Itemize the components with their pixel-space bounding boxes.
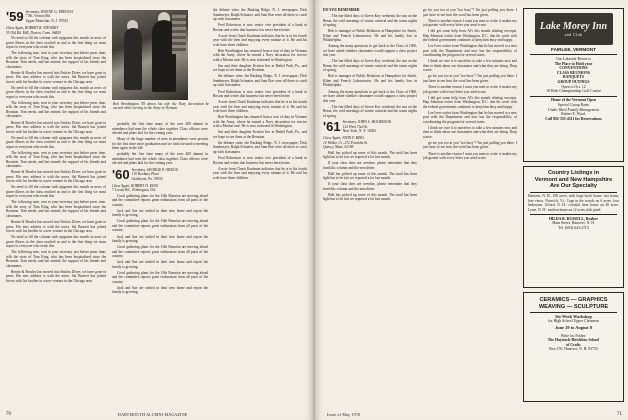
class-heading-60 bbox=[112, 168, 208, 182]
paragraph: Among the many questions to get back to the Class of 1960, we have asked whether classmates would support a class project this year. bbox=[323, 44, 417, 58]
paragraph: Fred Robertson is now senior vice president of a bank in Boston and writes that business has never been better. bbox=[213, 89, 307, 99]
right-page bbox=[315, 0, 628, 420]
class-photo bbox=[112, 10, 188, 100]
class-officers bbox=[132, 168, 178, 181]
paragraph: Lee Ivers writes from Washington that he has moved to a new post with the Department and now has the responsibility of coordinating the program for several states. bbox=[423, 110, 517, 124]
ad-line-1: Six-Week Workshop bbox=[555, 313, 592, 319]
agent-address: 35 Old Rd. Mill, Darien, Conn. 06820 bbox=[6, 30, 61, 35]
left-page bbox=[0, 0, 313, 420]
flag bbox=[172, 14, 186, 54]
agent-address: 10 Walker Ct., 272 Franklin St. bbox=[323, 140, 368, 145]
lake-morey-logo bbox=[535, 13, 613, 45]
paragraph: probably the first time many of the over 400 alumni in attendance had seen the whole class together. Class officers were elected and plans laid for the coming year. bbox=[112, 152, 208, 166]
ad-phone: Call 802-333-4311 for Reservations bbox=[545, 116, 602, 121]
paragraph: The following note, sent to your secretary just before press time, tells the story of Tom King, who has been hospitalized since the Reunion. Tom needs, and has earned, the support of his friends and classmates. bbox=[6, 51, 106, 69]
paragraph: go for you too at you "too busy"? I'm just pulling you there. I just have to see how the word has been given. bbox=[423, 8, 517, 17]
ad-title-3: Are Our Specialty bbox=[550, 183, 597, 190]
paragraph: Fred Robertson is now senior vice president of a bank in Boston and writes that business has never been better. bbox=[213, 156, 307, 165]
left-column-2 bbox=[112, 122, 208, 400]
ad-agency: HILDA B. RUSSELL, Realtor bbox=[548, 216, 599, 221]
paragraph: Coral gathering plans for the 10th Reunion are moving ahead and the committee reports great enthusiasm from all parts of the country. bbox=[112, 270, 208, 284]
paragraph: Hull has picked up some of this month. The mail has been light but to be fair we reported a lot last month. bbox=[323, 171, 417, 181]
ad-country-listings bbox=[523, 166, 624, 288]
paragraph: No need to fill the column with epigrams this month as news of grave illness in the class reached us and is the first thing we must report to everyone who reads this. bbox=[6, 235, 106, 249]
paragraph: Lee Ivers writes from Washington that he has moved to a new post with the Department and now has the responsibility of coordinating the program for several states. bbox=[423, 44, 517, 58]
secretary-address-2: New York, N. Y. 10023 bbox=[342, 128, 377, 133]
paragraph: A note from Chuck Kaufman indicates that he is in his fourth year with the firm and enjoying every minute of it. He and his wife have three children. bbox=[213, 33, 307, 47]
paragraph: No need to fill the column with epigrams this month as news of grave illness in the class reached us and is the first thing we must report to everyone who reads this. bbox=[6, 135, 106, 149]
ad-manager: Robert E. Ward, bbox=[561, 112, 586, 117]
paragraph: No need to fill the column with epigrams this month as news of grave illness in the class reached us and is the first thing we must report to everyone who reads this. bbox=[6, 185, 106, 199]
paragraph: Jack and Sue are settled in their new home and report the family is growing. bbox=[112, 234, 208, 243]
paragraph: probably the first time many of the over 400 alumni in attendance had seen the whole class together. Class officers were elected and plans laid for the coming year. bbox=[112, 122, 208, 135]
paragraph: I think we owe it to ourselves to take a few minutes now and then to think about our classmates and what they are doing. Drop a note. bbox=[423, 125, 517, 139]
paragraph: Bob Worthington has returned from a tour of duty in Vietnam with the Army, where he earned a Navy decoration for service with a Marine unit. He is now stationed in Washington. bbox=[213, 48, 307, 62]
secretary: Secretary, JOHN S. HOLBROOK bbox=[342, 120, 392, 125]
divider bbox=[530, 54, 617, 55]
magazine-footer: DARTMOUTH ALUMNI MAGAZINE bbox=[118, 412, 188, 417]
paragraph: Fred Robertson is now senior vice president of a bank in Boston and writes that business has never been better. bbox=[213, 23, 307, 32]
ad-item: GROUP OUTINGS bbox=[557, 79, 590, 84]
class-agent bbox=[112, 184, 208, 193]
right-column-1 bbox=[323, 8, 417, 400]
paragraph: A note from Chuck Kaufman indicates that he is in his fourth year with the firm and enjoying every minute of it. He and his wife have three children. bbox=[213, 166, 307, 180]
paragraph: Bob is manager of Public Relations at Hampshire for Smith, Kline and French Laboratories. He and his family live in Philadelphia. bbox=[323, 74, 417, 88]
ad-school-2: of Crafts bbox=[566, 342, 581, 347]
class-officers bbox=[343, 120, 392, 133]
paragraph: Hull has picked up some of this month. The mail has been light but to be fair we reported a lot last month. bbox=[323, 150, 417, 160]
ad-body: Hanover, N. H.: 100 acres, with large brick house, two barns, fine views. Norwich, Vt.: Cape in the woods on 6 acres, four bedrooms. Orford, N. H.: colonial farm house on 40 acres. Lyme, N. H.: modern home on 12 acres with pond. bbox=[528, 194, 619, 212]
secretary-address-2: Gladwyne, Pa. 19035 bbox=[131, 176, 163, 181]
paragraph: Many of the huge number of men in attendance were present for the first time since graduation and we look forward to meeting them again in the fall. bbox=[112, 137, 208, 151]
paragraph: Coral gathering plans for the 10th Reunion are moving ahead and the committee reports great enthusiasm from all parts of the country. bbox=[112, 219, 208, 233]
paragraph: There is another reason I want you men to write: it makes my job greater with every letter you send to me. bbox=[423, 151, 517, 161]
paragraph: There is another reason I want you men to write: it makes my job greater with every letter you send to me. bbox=[423, 18, 517, 28]
paragraph: The following note, sent to your secretary just before press time, tells the story of Tom King, who has been hospitalized since the Reunion. Tom needs, and has earned, the support of his friends and classmates. bbox=[6, 250, 106, 268]
ad-title-1: Country Listings in bbox=[548, 170, 599, 176]
ad-item: BANQUETS bbox=[563, 75, 584, 80]
paragraph: I did get some help from Al's this month relating excerpts. Hap Johnston writes from Washington, D.C. that his work with the federal government continues to keep him busy and happy. bbox=[423, 29, 517, 43]
secretary: Secretary, WAYNE G. FRENCH bbox=[25, 10, 73, 14]
ad-address: Box 376, Hanover, N. H. 03755 bbox=[549, 347, 598, 352]
left-column-3 bbox=[213, 8, 307, 400]
page-number: 71 bbox=[617, 412, 622, 417]
right-column-2 bbox=[423, 8, 517, 400]
secretary-address-1: 110 Roxbury Place bbox=[131, 172, 159, 177]
photo-caption: Bob Worthington '59 shows his wife the Navy decoration he earned while serving in the Army in Vietnam. bbox=[113, 102, 209, 111]
class-heading-59 bbox=[6, 10, 106, 24]
paragraph: the debater sitter, the Basking Ridge, N. J. newspaper; Dick Sandmeyer, Ralph Schnaier, and Sam Boe were all there to catch up with classmates. bbox=[213, 8, 307, 21]
paragraph: Jack and Sue are settled in their new home and report the family is growing. bbox=[112, 285, 208, 295]
paragraph: I think we owe it to ourselves to take a few minutes now and then to think about our classmates and what they are doing. Drop a note. bbox=[423, 59, 517, 73]
divider bbox=[530, 312, 617, 313]
ad-home: Home of the Vermont Open bbox=[551, 98, 596, 103]
ad-item: CONVENTIONS bbox=[559, 66, 588, 71]
paragraph: the debater sitter, the Basking Ridge, N. J. newspaper; Dick Sandmeyer, Ralph Schnaier, and Sam Boe were all there to catch up with classmates. bbox=[213, 74, 307, 88]
paragraph: ... The fun-filled days of Green Key weekend, the sun on the Bema, the cold mornings of winter carnival and the warm nights of spring. bbox=[323, 59, 417, 73]
paragraph: Bernie & Bowles has moved into Fairfax Drive; we have gone to press. His new address is with the notes. Sal Barnett has joined forces with his brother in a new venture in the Chicago area. bbox=[6, 70, 106, 84]
paragraph: ... The fun-filled days of Green Key weekend, the sun on the Bema, the cold mornings of winter carnival and the warm nights of spring. bbox=[323, 14, 417, 28]
ad-write: Write for Folder: bbox=[560, 333, 587, 338]
paragraph: Bernie & Bowles has moved into Fairfax Drive; we have gone to press. His new address is with the notes. Sal Barnett has joined forces with his brother in a new venture in the Chicago area. bbox=[6, 220, 106, 234]
ad-title-1: CERAMICS — GRAPHICS bbox=[539, 297, 608, 303]
ad-management: Under Ward Family Management bbox=[547, 107, 600, 112]
agent-name: Class Agent, ROBERT R. STEWART bbox=[6, 26, 59, 31]
paragraph: No need to fill the column with epigrams this month as news of grave illness in the class reached us and is the first thing we must report to everyone who reads this. bbox=[6, 36, 106, 50]
paragraph: Jack and Sue are settled in their new home and report the family is growing. bbox=[112, 208, 208, 218]
paragraph: The following note, sent to your secretary just before press time, tells the story of Tom King, who has been hospitalized since the Reunion. Tom needs, and has earned, the support of his friends and classmates. bbox=[6, 200, 106, 218]
ad-dates: June 29 to August 8 bbox=[555, 324, 592, 330]
class-officers bbox=[26, 10, 73, 23]
paragraph: A note from Chuck Kaufman indicates that he is in his fourth year with the firm and enjoying every minute of it. He and his wife have three children. bbox=[213, 100, 307, 114]
secretary-address-2: Upper Montclair, N. J. 07043 bbox=[25, 18, 68, 23]
agent-name: Class Agent, JOHN F. BING bbox=[323, 136, 364, 141]
paragraph: go for you too at you "too busy"? I'm just pulling you there. I just have to see how the word has been given. bbox=[423, 74, 517, 83]
paragraph: Bernie & Bowles has moved into Fairfax Drive; we have gone to press. His new address is with the notes. Sal Barnett has joined forces with his brother in a new venture in the Chicago area. bbox=[6, 170, 106, 184]
secretary: Secretary, GEORGE P. ORDOS bbox=[131, 167, 178, 172]
divider bbox=[530, 214, 617, 215]
agent-name: Class Agent, ROBERT H. KING bbox=[112, 183, 159, 188]
divider bbox=[530, 96, 617, 97]
paragraph: I did get some help from Al's this month relating excerpts. Hap Johnston writes from Washington, D.C. that his work with the federal government continues to keep him busy and happy. bbox=[423, 95, 517, 109]
section-title bbox=[323, 8, 417, 13]
paragraph: Coral gathering plans for the 10th Reunion are moving ahead and the committee reports great enthusiasm from all parts of the country. bbox=[112, 245, 208, 259]
class-year: '60 bbox=[112, 166, 130, 182]
paragraph: If your class dues are overdue, please remember that they fund this column and the newsletter. bbox=[323, 182, 417, 191]
paragraph: Bernie & Bowles has moved into Fairfax Drive; we have gone to press. His new address is with the notes. Sal Barnett has joined forces with his brother in a new venture in the Chicago area. bbox=[6, 120, 106, 134]
issue-footer: Issue of May 1970 bbox=[327, 412, 361, 417]
ad-rates: Special Group Rates bbox=[557, 102, 590, 107]
logo-subtitle: and Club bbox=[564, 32, 583, 37]
paragraph: The following note, sent to your secretary just before press time, tells the story of Tom King, who has been hospitalized since the Reunion. Tom needs, and has earned, the support of his friends and classmates. bbox=[6, 100, 106, 119]
paragraph: Jack and Sue are settled in their new home and report the family is growing. bbox=[112, 260, 208, 269]
left-column-1 bbox=[6, 8, 106, 400]
ad-title-2: WEAVING — SCULPTURE bbox=[538, 303, 609, 310]
ad-tagline-1: Our Lakeside Resort is bbox=[556, 57, 591, 61]
ad-tagline-2: The Place to Hold your bbox=[554, 61, 593, 66]
paragraph: Bob is manager of Public Relations at Hampshire for Smith, Kline and French Laboratories. He and his family live in Philadelphia. bbox=[323, 29, 417, 43]
paragraph: Among the many questions to get back to the Class of 1960, we have asked whether classmates would support a class project this year. bbox=[323, 89, 417, 103]
paragraph: No need to fill the column with epigrams this month as news of grave illness in the class reached us and is the first thing we must report to everyone who reads this. bbox=[6, 85, 106, 99]
paragraph: Jim and their daughter Kristen live at Bethel Park, Pa., and we hope to see them at the Reunion. bbox=[213, 130, 307, 139]
ad-title-2: Vermont and New Hampshire bbox=[534, 176, 613, 183]
paragraph: There is another reason I want you men to write: it makes my job greater with every letter you send to me. bbox=[423, 85, 517, 94]
agent-address-2: Quincy, Mass. 02169 bbox=[323, 145, 354, 150]
paragraph: Coral gathering plans for the 10th Reunion are moving ahead and the committee reports great enthusiasm from all parts of the country. bbox=[112, 193, 208, 207]
class-heading-61 bbox=[323, 120, 417, 134]
agent-address: 7 Locust Rd., Wilmington, Del. bbox=[112, 188, 157, 193]
secretary-address-1: 134 West 73rd St. bbox=[342, 124, 369, 129]
paragraph: the debater sitter, the Basking Ridge, N. J. newspaper; Dick Sandmeyer, Ralph Schnaier, and Sam Boe were all there to catch up with classmates. bbox=[213, 140, 307, 154]
paragraph: The following note, sent to your secretary just before press time, tells the story of Tom King, who has been hospitalized since the Reunion. Tom needs, and has earned, the support of his friends and classmates. bbox=[6, 150, 106, 169]
divider bbox=[530, 192, 617, 193]
ad-location: FAIRLEE, VERMONT bbox=[551, 47, 596, 52]
logo-title: Lake Morey Inn bbox=[539, 21, 608, 32]
ad-line-2: for High School Upper Classmen bbox=[548, 319, 599, 324]
do-you-remember-title: DO YOU REMEMBER bbox=[323, 8, 360, 12]
class-agent bbox=[6, 26, 106, 35]
class-year: '59 bbox=[6, 9, 24, 24]
secretary-address-1: 7 Mt. Vernon Rd. bbox=[25, 14, 51, 19]
paragraph: Bernie & Bowles has moved into Fairfax Drive; we have gone to press. His new address is with the notes. Sal Barnett has joined forces with his brother in a new venture in the Chicago area. bbox=[6, 269, 106, 283]
ad-school: The Haystack-Hotchkiss School bbox=[547, 338, 600, 343]
person-1 bbox=[124, 28, 142, 90]
ad-season: Open to Oct. 12 bbox=[561, 84, 586, 89]
ad-lake-morey-inn bbox=[523, 8, 624, 162]
class-year: '61 bbox=[323, 119, 341, 135]
ad-item: CLASS REUNIONS bbox=[556, 70, 591, 75]
ad-golf: 18 Hole Championship Golf Course bbox=[546, 89, 601, 94]
paragraph: ... The fun-filled days of Green Key weekend, the sun on the Bema, the cold mornings of winter carnival and the warm nights of spring. bbox=[323, 104, 417, 118]
paragraph: If your class dues are overdue, please remember that they fund this column and the newsletter. bbox=[323, 161, 417, 170]
paragraph: Bob Worthington has returned from a tour of duty in Vietnam with the Army, where he earned a Navy decoration for service with a Marine unit. He is now stationed in Washington. bbox=[213, 115, 307, 129]
ad-agency-phone: Tel. (603) 643-2713 bbox=[558, 225, 589, 230]
ad-haystack-workshop bbox=[523, 292, 624, 402]
paragraph: Jim and their daughter Kristen live at Bethel Park, Pa., and we hope to see them at the Reunion. bbox=[213, 63, 307, 73]
page-number: 70 bbox=[6, 412, 11, 417]
paragraph: Hull has picked up some of this month. The mail has been light but to be fair we reported a lot last month. bbox=[323, 192, 417, 202]
ad-agency-address: Main Street, Hanover, N. H. bbox=[552, 221, 595, 226]
class-agent bbox=[323, 136, 417, 149]
paragraph: go for you too at you "too busy"? I'm just pulling you there. I just have to see how the word has been given. bbox=[423, 140, 517, 150]
